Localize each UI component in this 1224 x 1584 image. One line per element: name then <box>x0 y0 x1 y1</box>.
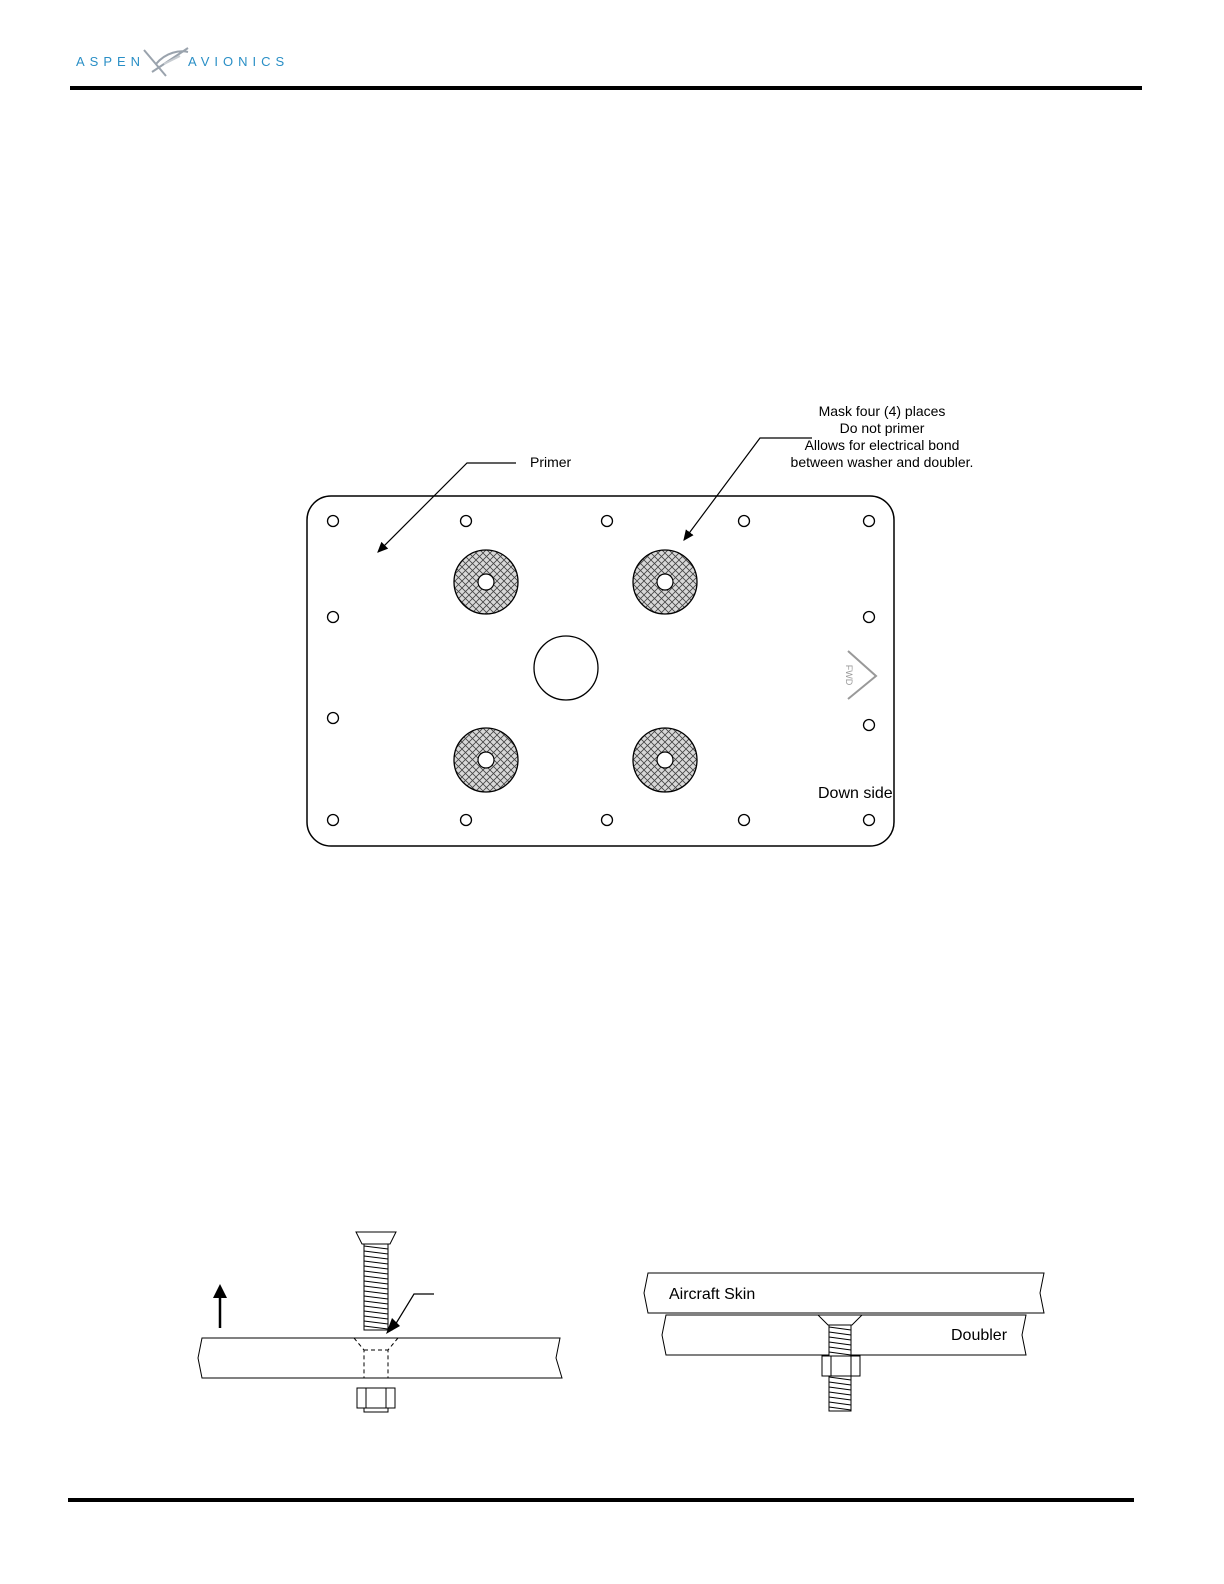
hole <box>739 815 750 826</box>
mask-callout-line: Do not primer <box>839 420 925 436</box>
hole <box>864 815 875 826</box>
aircraft-skin-label: Aircraft Skin <box>669 1286 756 1303</box>
panel-section <box>198 1338 562 1378</box>
logo-mark-icon <box>136 42 196 82</box>
center-hole <box>534 636 598 700</box>
hole <box>328 612 339 623</box>
doubler-label: Doubler <box>951 1327 1008 1344</box>
hole <box>864 516 875 527</box>
mask-callout-line: Mask four (4) places <box>818 403 946 419</box>
hole <box>739 516 750 527</box>
doubler-plate-diagram <box>0 390 1224 860</box>
aspen-avionics-logo <box>70 40 300 84</box>
logo-text-right: AVIONICS <box>188 54 290 69</box>
mask-callout <box>791 403 974 470</box>
hole <box>328 516 339 527</box>
hole <box>602 815 613 826</box>
mask-callout-line: Allows for electrical bond <box>804 437 960 453</box>
mask-callout-line: between washer and doubler. <box>790 454 974 470</box>
down-side-label: Down side <box>818 785 893 802</box>
hole <box>328 815 339 826</box>
nut <box>822 1356 860 1376</box>
hole <box>864 612 875 623</box>
primer-callout: Primer <box>530 454 572 470</box>
countersink-diagram <box>180 1220 580 1420</box>
nut <box>357 1388 395 1408</box>
footer-rule <box>68 1498 1134 1502</box>
logo-text-left: ASPEN <box>76 54 146 69</box>
assembly-diagram <box>630 1260 1060 1420</box>
plate-outline <box>307 496 894 846</box>
header-rule <box>70 86 1142 90</box>
hole <box>602 516 613 527</box>
hole <box>328 713 339 724</box>
fwd-label: FWD <box>844 664 854 686</box>
hole <box>461 516 472 527</box>
hole <box>461 815 472 826</box>
hole <box>864 720 875 731</box>
